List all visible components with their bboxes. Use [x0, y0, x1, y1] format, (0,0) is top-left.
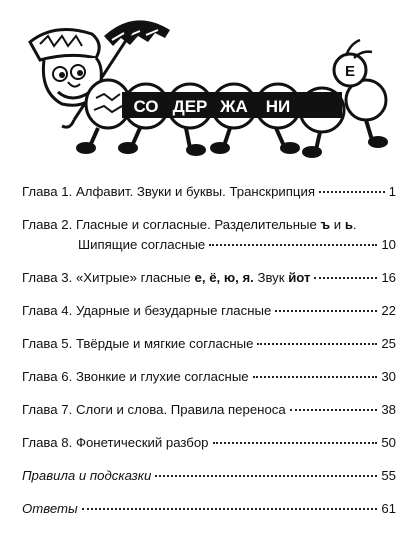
toc-entry-label: Глава 2. Гласные и согласные. Разделительные ъ и ь.: [22, 217, 357, 232]
toc-page-number: 38: [381, 402, 396, 417]
toc-page-number: 30: [381, 369, 396, 384]
toc-entry-label: Глава 4. Ударные и безударные гласные: [22, 303, 272, 318]
header-illustration: [0, 0, 410, 170]
dot-leader: [253, 376, 378, 378]
toc-page-number: 61: [381, 501, 396, 516]
dot-leader: [290, 409, 378, 411]
toc-page-number: 22: [381, 303, 396, 318]
toc-entry-rules-and-hints[interactable]: [22, 468, 396, 484]
toc-entry-chapter-2[interactable]: [22, 217, 396, 253]
dot-leader: [82, 508, 378, 510]
dot-leader: [319, 191, 385, 193]
hard-sign: ъ: [320, 217, 331, 232]
toc-entry-label: Правила и подсказки: [22, 468, 152, 483]
toc-entry-chapter-4[interactable]: [22, 303, 396, 319]
toc-entry-label: Глава 3. «Хитрые» гласные е, ё, ю, я. Звук йот: [22, 270, 311, 285]
toc-entry-label: Глава 7. Слоги и слова. Правила переноса: [22, 402, 286, 417]
dot-leader: [155, 475, 377, 477]
soft-sign: ь: [344, 217, 353, 232]
caterpillar-illustration: [0, 0, 410, 170]
table-of-contents: [22, 184, 396, 534]
toc-entry-label: Глава 6. Звонкие и глухие согласные: [22, 369, 249, 384]
title-syllable: СО: [133, 97, 159, 116]
dot-leader: [213, 442, 378, 444]
title-syllable: ЖА: [220, 97, 248, 116]
caterpillar-body: [86, 40, 386, 132]
toc-entry-label: Глава 1. Алфавит. Звуки и буквы. Транскрипция: [22, 184, 315, 199]
yot-sound: йот: [288, 270, 311, 285]
dot-leader: [275, 310, 377, 312]
toc-entry-label: Глава 5. Твёрдые и мягкие согласные: [22, 336, 254, 351]
vowel-letters: е, ё, ю, я.: [194, 270, 254, 285]
title-syllable: ДЕР: [172, 97, 208, 116]
toc-page-number: 1: [388, 184, 396, 199]
toc-page-number: 10: [381, 237, 396, 252]
toc-page-number: 50: [381, 435, 396, 450]
toc-entry-chapter-7[interactable]: [22, 402, 396, 418]
toc-entry-chapter-3[interactable]: [22, 270, 396, 286]
toc-page-number: 55: [381, 468, 396, 483]
dot-leader: [209, 244, 377, 246]
dot-leader: [314, 277, 377, 279]
title-syllable: Е: [344, 63, 356, 80]
title-syllable: НИ: [265, 97, 291, 116]
toc-entry-chapter-1[interactable]: [22, 184, 396, 200]
toc-page-number: 25: [381, 336, 396, 351]
toc-entry-chapter-6[interactable]: [22, 369, 396, 385]
toc-entry-label: Ответы: [22, 501, 78, 516]
dot-leader: [257, 343, 377, 345]
toc-entry-label: Глава 8. Фонетический разбор: [22, 435, 209, 450]
toc-entry-chapter-8[interactable]: [22, 435, 396, 451]
toc-page-number: 16: [381, 270, 396, 285]
toc-entry-chapter-5[interactable]: [22, 336, 396, 352]
toc-entry-label-line2: Шипящие согласные: [78, 237, 206, 252]
toc-entry-answers[interactable]: [22, 501, 396, 517]
